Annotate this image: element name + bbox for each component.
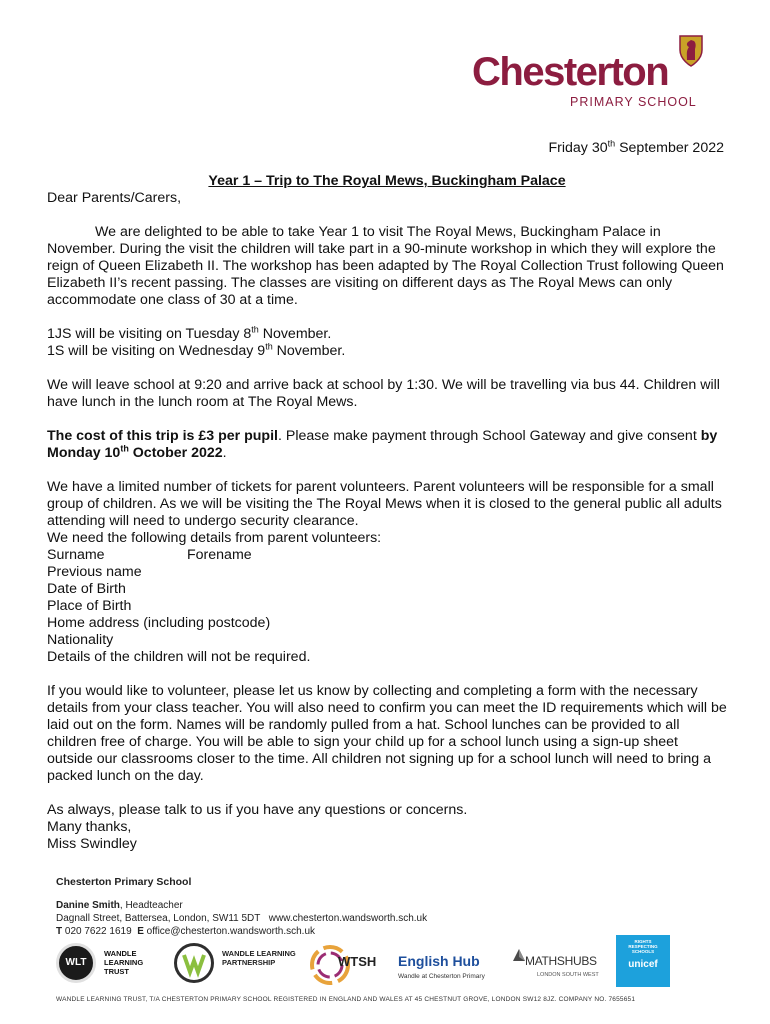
school-logo: [460, 30, 700, 112]
unicef-badge-icon: RIGHTS RESPECTING SCHOOLS unicef: [616, 935, 670, 987]
visit-date-1s: 1S will be visiting on Wednesday 9th November.: [47, 341, 346, 359]
children-note: Details of the children will not be required.: [47, 649, 311, 665]
footer-website[interactable]: www.chesterton.wandsworth.sch.uk: [268, 913, 428, 924]
details-pob: Place of Birth: [47, 598, 132, 614]
paragraph-intro: We are delighted to be able to take Year 1 to visit The Royal Mews, Buckingham Palace in November. During the visit the children will take part in a 90-minute workshop in which they will explore the reign of Queen Elizabeth II. The workshop has been adapted by The Royal Collection Trust following Queen Elizabeth II’s recent passing. The classes are visiting on different days as The Royal Mews can only accommodate one class of 30 at a time.: [47, 224, 724, 308]
footer-contact: [56, 876, 736, 938]
partner-logos: [56, 935, 706, 993]
maths-hubs-title: MATHSHUBS: [525, 954, 597, 968]
wtsh-logo: WTSH: [308, 935, 393, 993]
footer-headteacher: Danine Smith, Headteacher: [56, 900, 183, 911]
details-previous-name: Previous name: [47, 564, 142, 580]
maths-hubs-logo: [511, 935, 611, 993]
closing-thanks: Many thanks,: [47, 819, 132, 835]
letter-date: Friday 30th September 2022: [548, 138, 724, 156]
letter-body: [47, 140, 727, 853]
closing-line: As always, please talk to us if you have any questions or concerns.: [47, 802, 468, 818]
knight-crest-icon: [678, 34, 704, 68]
footer-legal-text: WANDLE LEARNING TRUST, T/A CHESTERTON PRIMARY SCHOOL REGISTERED IN ENGLAND AND WALES AT 45 CHESTNUT GROVE, LONDON SW12 8JZ. COMPANY NO. 7655651: [56, 996, 636, 1003]
footer-email[interactable]: office@chesterton.wandsworth.sch.uk: [146, 926, 316, 937]
wlp-logo: WANDLE LEARNING PARTNERSHIP: [174, 935, 299, 993]
paragraph-volunteers: We have a limited number of tickets for parent volunteers. Parent volunteers will be responsible for a small group of children. As we will be visiting the The Royal Mews when it is closed to the general public all adults attending will need to undergo security clearance.: [47, 479, 722, 529]
unicef-rrs-logo: [616, 935, 672, 993]
details-name-fields: Surname Forename: [47, 547, 252, 563]
signature: Miss Swindley: [47, 836, 137, 852]
visit-date-1js: 1JS will be visiting on Tuesday 8th November.: [47, 324, 332, 342]
wlt-logo: WLT WANDLE LEARNING TRUST: [56, 935, 166, 993]
logo-name: Chesterton: [472, 50, 669, 94]
details-intro: We need the following details from parent volunteers:: [47, 530, 382, 546]
paragraph-volunteer-form: If you would like to volunteer, please let us know by collecting and completing a form with the necessary details from your class teacher. You will also need to confirm you can meet the ID requirements which will be laid out on the form. Names will be randomly pulled from a hat. School lunches can be provided to all children free of charge. You will be able to sign your child up for a school lunch using a sign-up sheet outside our classrooms closer to the time. All children not signing up for a school lunch will need to bring a packed lunch on the day.: [47, 683, 727, 784]
maths-hubs-subtitle: LONDON SOUTH WEST: [537, 972, 599, 978]
footer-school-name: Chesterton Primary School: [56, 876, 192, 888]
paragraph-travel: We will leave school at 9:20 and arrive back at school by 1:30. We will be travelling via bus 44. Children will have lunch in the lunch room at The Royal Mews.: [47, 377, 720, 410]
english-hub-title: English Hub: [398, 953, 480, 969]
details-nationality: Nationality: [47, 632, 114, 648]
footer-address: Dagnall Street, Battersea, London, SW11 5DT www.chesterton.wandsworth.sch.uk: [56, 913, 428, 924]
wlp-badge-icon: [174, 943, 214, 983]
english-hub-subtitle: Wandle at Chesterton Primary: [398, 973, 485, 980]
details-dob: Date of Birth: [47, 581, 126, 597]
english-hub-logo: [398, 935, 508, 993]
details-address: Home address (including postcode): [47, 615, 271, 631]
footer-phone-email: T 020 7622 1619 E office@chesterton.wandsworth.sch.uk: [56, 926, 316, 937]
paragraph-cost: The cost of this trip is £3 per pupil. Please make payment through School Gateway and give consent by Monday 10th October 2022.: [47, 428, 718, 461]
logo-subtitle: PRIMARY SCHOOL: [570, 95, 697, 109]
letter-subject: Year 1 – Trip to The Royal Mews, Buckingham Palace: [208, 173, 566, 189]
salutation: Dear Parents/Carers,: [47, 190, 182, 206]
wlt-badge-icon: WLT: [56, 943, 96, 983]
